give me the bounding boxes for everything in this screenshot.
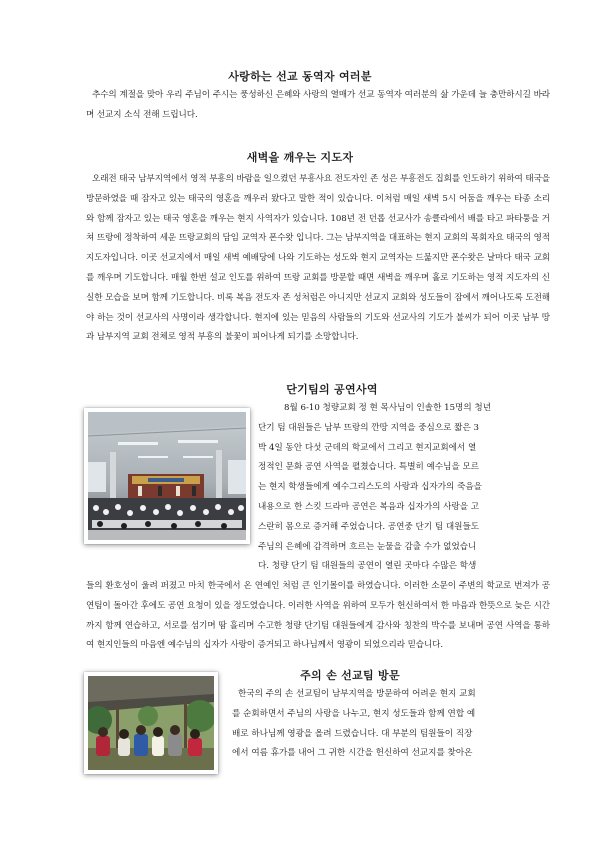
performance-line: 다. 청량 단기 팀 대원들의 공연이 열린 곳마다 수많은 학생	[258, 561, 477, 572]
greeting-body: 추수의 계절을 맞아 우리 주님이 주시는 풍성하신 은혜와 사랑의 열매가 선교 동역자 여러분의 삶 가운데 늘 충만하시길 바라며 선교지 소식 전해 드립니다.	[86, 90, 550, 120]
performance-line: 스란히 몸으로 증거해 주었습니다. 공연중 단기 팀 대원들도	[258, 521, 480, 532]
performance-line: 정적인 문화 공연 사역을 펼쳤습니다. 특별히 예수님을 모르	[258, 462, 480, 473]
hands-team-line: 배로 하나님께 영광을 올려 드렸습니다. 대 부분의 팀원들이 직장	[232, 728, 473, 739]
section-body-performance-rest: 들의 환호성이 울려 퍼졌고 마치 한국에서 온 연예인 처럼 큰 인기몰이를 하였습니다. 이러한 소문이 주변의 학교로 번져가 공연팀이 돌아간 후에도 공연 요청이 있을 정도였습니다. 이러한 사역을 위하여 모두가 헌신하여서 한 마음과 한뜻으로 늦은 시간까지 함께 연습하고, 서로를 섬기며 땀 흘리며 수고한 청량 단기팀 대원들에게 감사와 칭찬의 박수를 보내며 공연 사역을 통하여 현지인들의 마음엔 예수님의 십자가 사랑이 증거되고 하나님께서 영광이 되었으리라 믿습니다.	[86, 581, 550, 651]
photo-hands-team	[84, 672, 218, 774]
section-body-hands-team-wrap	[232, 685, 550, 764]
photo-school-performance	[84, 408, 250, 544]
performance-line: 8월 6-10 청량교회 정 현 목사님이 인솔한 15명의 청년	[284, 403, 491, 413]
greeting-title: 사랑하는 선교 동역자 여러분	[228, 70, 372, 83]
section-body-dawn-leader: 오래전 태국 남부지역에서 영적 부흥의 바람을 일으켰던 부흥사요 전도자인 존 성은 부흥전도 집회를 인도하기 위하여 태국을 방문하였을 때 잠자고 있는 태국의 영혼을 깨우러 왔다고 말한 적이 있습니다. 이처럼 매일 새벽 5시 어둠을 깨우는 타종 소리와 함께 잠자고 있는 태국 영혼을 깨우는 현지 사역자가 있습니다. 108년 전 던롭 선교사가 송클라에서 배를 타고 파타퉁을 거쳐 뜨랑에 정착하여 세운 뜨랑교회의 담임 교역자 폰수왓 입니다. 그는 남부지역을 대표하는 현지 교회의 목회자요 태국의 영적 지도자입니다. 이곳 선교지에서 매일 새벽 예배당에 나와 기도하는 성도와 현지 교역자는 드묾지만 폰수왓은 날마다 태국 교회를 깨우며 기도합니다. 매월 한번 설교 인도를 위하여 뜨랑 교회를 방문할 때면 새벽을 깨우며 홀로 기도하는 영적 지도자의 신실한 모습을 보며 함께 기도합니다. 비록 복음 전도자 존 성처럼은 아니지만 선교지 교회와 성도들이 잠에서 깨어나도록 도전해야 하는 것이 선교사의 사명이라 생각합니다. 현지에 있는 믿음의 사람들의 기도와 선교사의 기도가 불씨가 되어 이곳 남부 땅과 남부지역 교회 전체로 영적 부흥의 불꽃이 피어나게 되기를 소망합니다.	[86, 174, 550, 343]
performance-line: 는 현지 학생들에게 예수그리스도의 사랑과 십자가의 죽음을	[258, 482, 482, 493]
section-body-performance-wrap	[258, 399, 550, 577]
performance-line: 내용으로 한 스킷 드라마 공연은 복음과 십자가의 사랑을 고	[258, 501, 480, 512]
performance-line: 박 4일 동안 다섯 군데의 학교에서 그리고 현지교회에서 열	[258, 442, 477, 453]
hands-team-line: 에서 여름 휴가를 내어 그 귀한 시간을 헌신하여 선교지를 찾아온	[232, 748, 473, 759]
performance-line: 단기 팀 대원들은 남부 뜨랑의 깐땅 지역을 중심으로 짧은 3	[258, 422, 479, 433]
section-title-hands-team: 주의 손 선교팀 방문	[300, 669, 400, 682]
section-title-performance: 단기팀의 공연사역	[286, 383, 378, 396]
hands-team-image	[88, 676, 214, 770]
school-performance-image	[88, 412, 246, 540]
hands-team-line: 를 순회하면서 주님의 사랑을 나누고, 현지 성도들과 함께 연합 예	[232, 708, 476, 719]
performance-line: 주님의 은혜에 감격하며 흐르는 눈물을 감출 수가 없었습니	[258, 541, 477, 552]
section-title-dawn-leader: 새벽을 깨우는 지도자	[246, 151, 354, 164]
hands-team-line: 한국의 주의 손 선교팀이 남부지역을 방문하여 어려운 현지 교회	[238, 689, 476, 699]
